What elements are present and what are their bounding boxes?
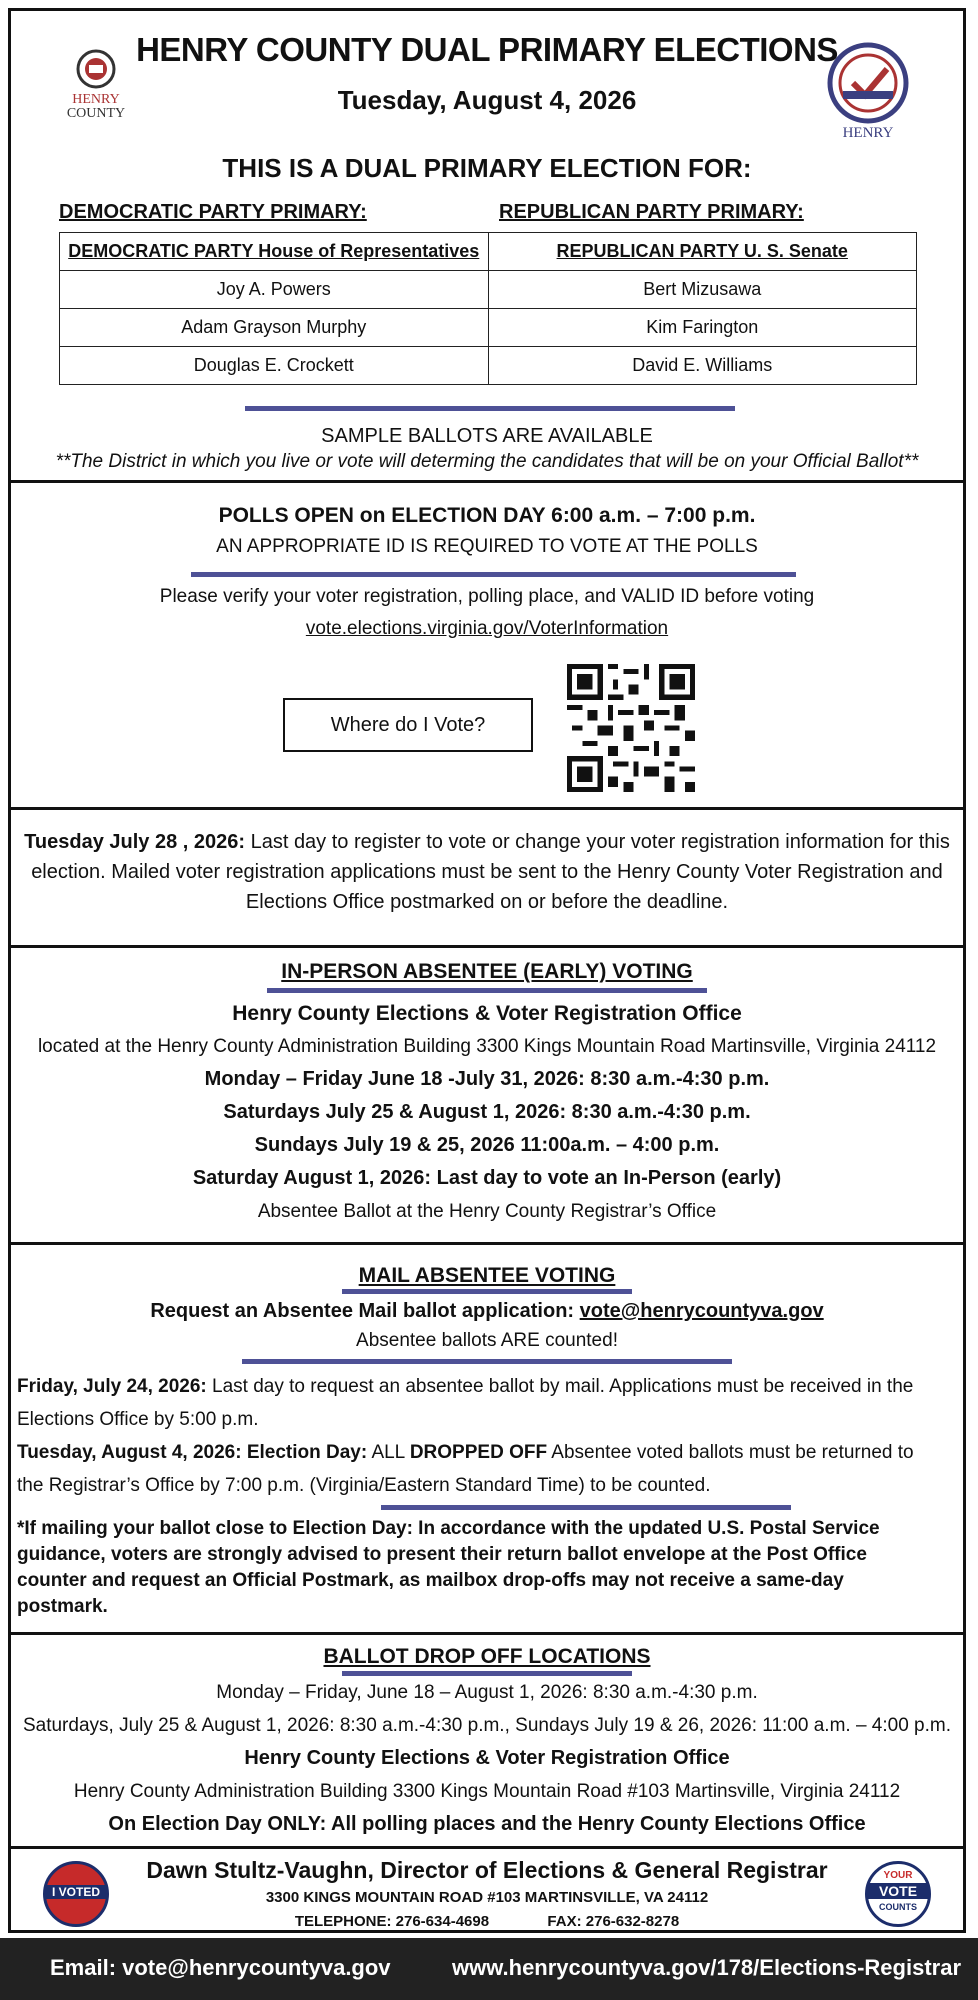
divider <box>342 1289 632 1294</box>
registration-text <box>11 813 963 917</box>
in-person-last-day-2: Absentee Ballot at the Henry County Registrar’s Office <box>257 1201 717 1222</box>
postmark-warning <box>11 1510 963 1620</box>
where-do-i-vote-button[interactable]: Where do I Vote? <box>283 698 533 752</box>
divider <box>191 572 796 577</box>
id-required: AN APPROPRIATE ID IS REQUIRED TO VOTE AT THE POLLS <box>216 536 758 557</box>
director-fax: FAX: 276-632-8278 <box>547 1913 680 1930</box>
dual-primary-heading: THIS IS A DUAL PRIMARY ELECTION FOR: <box>222 153 752 183</box>
sample-ballots-line: SAMPLE BALLOTS ARE AVAILABLE <box>321 425 653 447</box>
dropoff-heading: BALLOT DROP OFF LOCATIONS <box>323 1645 651 1668</box>
republican-candidate: Bert Mizusawa <box>488 271 917 309</box>
dropoff-office: Henry County Elections & Voter Registration Office <box>244 1747 730 1769</box>
republican-office-header: REPUBLICAN PARTY U. S. Senate <box>488 233 917 271</box>
director-name: Dawn Stultz-Vaughn, Director of Elections & General Registrar <box>146 1857 828 1883</box>
warning-line-3: counter and request an Official Postmark, as mailbox drop-offs may not receive a same-day <box>17 1570 844 1591</box>
dropoff-line-1: Monday – Friday, June 18 – August 1, 2026: 8:30 a.m.-4:30 p.m. <box>216 1682 758 1703</box>
footer-website-link[interactable]: www.henrycountyva.gov/178/Elections-Registrar <box>452 1955 962 1980</box>
democratic-candidate: Adam Grayson Murphy <box>60 309 489 347</box>
director-phone-fax <box>11 1913 963 1930</box>
warning-line-2: guidance, voters are strongly advised to present their return ballot envelope at the Post Office <box>17 1544 867 1565</box>
voter-info-link-wrap <box>11 618 963 640</box>
in-person-last-day: Saturday August 1, 2026: Last day to vote an In-Person (early) <box>192 1167 782 1189</box>
in-person-weekdays: Monday – Friday June 18 -July 31, 2026: 8:30 a.m.-4:30 p.m. <box>204 1068 770 1090</box>
ballots-counted: Absentee ballots ARE counted! <box>356 1330 618 1351</box>
district-note: **The District in which you live or vote will determing the candidates that will be on your Official Ballot** <box>55 451 919 472</box>
in-person-location: located at the Henry County Administration Building 3300 Kings Mountain Road Martinsville, Virginia 24112 <box>37 1036 937 1057</box>
registration-line-1: Last day to register to vote or change your voter registration information for this <box>250 831 950 853</box>
polls-section <box>11 486 963 810</box>
registration-line-2: election. Mailed voter registration applications must be sent to the Henry County Voter Registration and <box>31 861 943 883</box>
director-address: 3300 KINGS MOUNTAIN ROAD #103 MARTINSVILLE, VA 24112 <box>265 1889 709 1906</box>
table-row <box>60 309 917 347</box>
in-person-saturdays: Saturdays July 25 & August 1, 2026: 8:30 a.m.-4:30 p.m. <box>223 1101 751 1123</box>
polls-hours: POLLS OPEN on ELECTION DAY 6:00 a.m. – 7:00 p.m. <box>218 504 756 527</box>
i-voted-sticker-icon: I VOTED <box>43 1861 109 1927</box>
party-labels <box>59 201 919 231</box>
director-section <box>11 1849 963 1936</box>
registration-section <box>11 813 963 948</box>
divider <box>245 406 735 411</box>
svg-text:HENRY: HENRY <box>72 92 120 107</box>
footer-email-link[interactable]: Email: vote@henrycountyva.gov <box>50 1955 391 1980</box>
republican-candidate: David E. Williams <box>488 347 917 385</box>
flyer <box>8 8 966 1933</box>
dropoff-section <box>11 1635 963 1849</box>
mail-p2-text-1: Absentee voted ballots must be returned to <box>551 1442 914 1463</box>
director-telephone: TELEPHONE: 276-634-4698 <box>294 1913 490 1930</box>
mail-p2-dropped-off: DROPPED OFF <box>409 1442 548 1463</box>
your-vote-counts-badge-icon: YOUR VOTE COUNTS <box>865 1861 931 1927</box>
header-section <box>11 11 963 483</box>
dropoff-line-2: Saturdays, July 25 & August 1, 2026: 8:30 a.m.-4:30 p.m., Sundays July 19 & 26, 2026: 11:00 a.m. – 4:00 p.m. <box>22 1715 952 1736</box>
mail-heading: MAIL ABSENTEE VOTING <box>358 1264 616 1287</box>
table-row <box>60 347 917 385</box>
table-row <box>60 271 917 309</box>
svg-text:COUNTY: COUNTY <box>66 106 126 121</box>
in-person-content <box>11 948 963 1228</box>
page-title: HENRY COUNTY DUAL PRIMARY ELECTIONS <box>136 31 838 68</box>
democratic-office-header: DEMOCRATIC PARTY House of Representatives <box>60 233 489 271</box>
mail-section <box>11 1245 963 1635</box>
mail-header <box>11 1245 963 1364</box>
mail-p1-text-1: Last day to request an absentee ballot by mail. Applications must be received in the <box>212 1376 914 1397</box>
mail-request-label: Request an Absentee Mail ballot application: <box>150 1300 575 1322</box>
democratic-primary-label: DEMOCRATIC PARTY PRIMARY: <box>59 201 367 223</box>
mail-p1-text-2: Elections Office by 5:00 p.m. <box>17 1409 259 1430</box>
mail-p1-date: Friday, July 24, 2026: <box>17 1376 207 1397</box>
mail-request-email-link[interactable]: vote@henrycountyva.gov <box>579 1300 824 1322</box>
verify-text: Please verify your voter registration, polling place, and VALID ID before voting <box>159 586 815 607</box>
democratic-candidate: Joy A. Powers <box>60 271 489 309</box>
footer-bar <box>0 1938 978 2000</box>
in-person-sundays: Sundays July 19 & 25, 2026 11:00a.m. – 4:00 p.m. <box>254 1134 720 1156</box>
mail-p2-all: ALL <box>371 1442 405 1463</box>
mail-paragraph-1 <box>11 1364 963 1436</box>
dropoff-content <box>11 1635 963 1841</box>
dropoff-election-day: On Election Day ONLY: All polling places and the Henry County Elections Office <box>108 1813 866 1835</box>
in-person-section <box>11 948 963 1245</box>
mail-request <box>11 1296 963 1326</box>
voter-info-link[interactable]: vote.elections.virginia.gov/VoterInformation <box>305 618 669 639</box>
republican-primary-label: REPUBLICAN PARTY PRIMARY: <box>499 201 804 223</box>
republican-candidate: Kim Farington <box>488 309 917 347</box>
dropoff-address: Henry County Administration Building 3300 Kings Mountain Road #103 Martinsville, Virginia 24112 <box>73 1781 901 1802</box>
warning-line-4: postmark. <box>17 1596 108 1617</box>
in-person-heading: IN-PERSON ABSENTEE (EARLY) VOTING <box>281 960 693 983</box>
in-person-office: Henry County Elections & Voter Registration Office <box>232 1002 742 1025</box>
svg-text:HENRY: HENRY <box>842 125 894 141</box>
mail-paragraph-2 <box>11 1436 963 1502</box>
democratic-candidate: Douglas E. Crockett <box>60 347 489 385</box>
registration-date: Tuesday July 28 , 2026: <box>24 831 246 853</box>
divider <box>267 988 707 993</box>
candidate-table <box>59 232 917 385</box>
warning-line-1: *If mailing your ballot close to Election Day: In accordance with the updated U.S. Postal Service <box>17 1518 880 1539</box>
registration-line-3: Elections Office postmarked on or before the deadline. <box>245 891 729 913</box>
election-date: Tuesday, August 4, 2026 <box>337 85 637 115</box>
mail-p2-text-2: the Registrar’s Office by 7:00 p.m. (Virginia/Eastern Standard Time) to be counted. <box>17 1475 711 1496</box>
qr-code-icon[interactable] <box>567 664 695 792</box>
table-row <box>60 233 917 271</box>
mail-p2-date: Tuesday, August 4, 2026: Election Day: <box>17 1442 368 1463</box>
